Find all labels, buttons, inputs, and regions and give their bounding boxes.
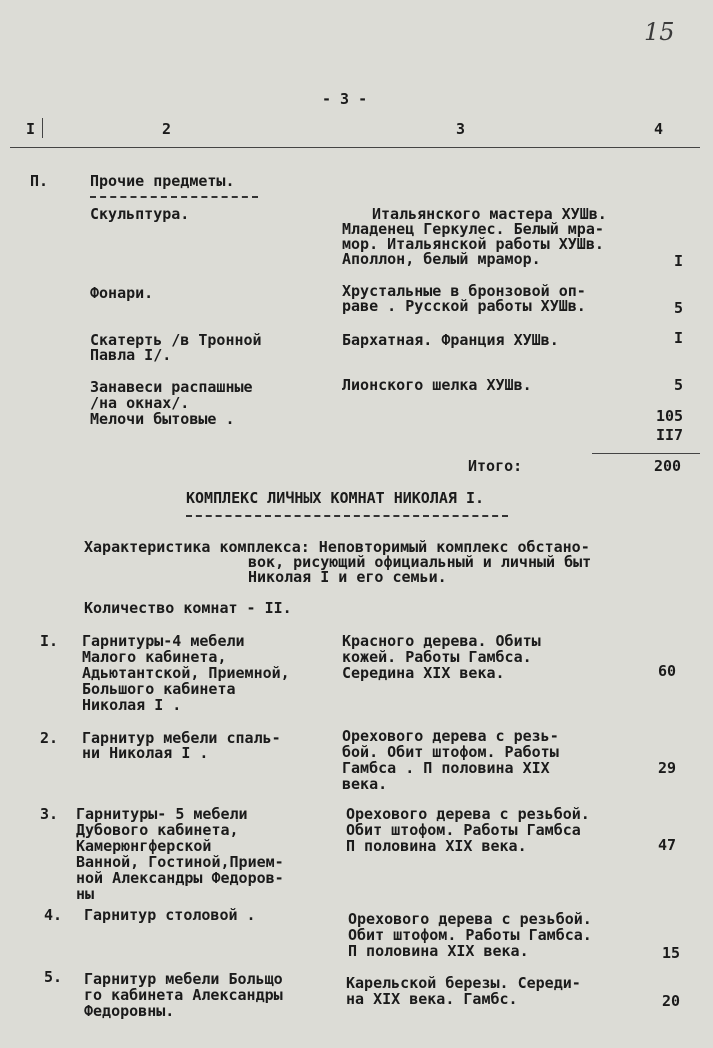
item-name: Большого кабинета	[82, 680, 236, 698]
item-name: Николая I .	[82, 696, 182, 714]
item-name: Ванной, Гостиной,Прием-	[76, 853, 284, 871]
handwritten-page-number: 15	[644, 18, 675, 46]
item-qty: I	[674, 252, 684, 270]
column-header-4: 4	[654, 120, 664, 138]
column-header-3: 3	[456, 120, 466, 138]
item-name: го кабинета Александры	[84, 986, 283, 1004]
item-name: Дубового кабинета,	[76, 821, 239, 839]
header-rule	[10, 147, 700, 148]
characteristic-line: вок, рисующий официальный и личный быт	[248, 553, 592, 571]
column-header-1: I	[26, 120, 36, 138]
item-name: Федоровны.	[84, 1002, 175, 1020]
complex-title-underline	[186, 515, 508, 517]
item-desc: Хрустальные в бронзовой оп-	[342, 282, 586, 300]
item-number: 3.	[40, 805, 59, 823]
item-desc: П половина XIX века.	[348, 942, 529, 960]
column-header-2: 2	[162, 120, 172, 138]
item-name: Мелочи бытовые .	[90, 410, 235, 428]
complex-title: КОМПЛЕКС ЛИЧНЫХ КОМНАТ НИКОЛАЯ I.	[186, 489, 485, 507]
item-desc: раве . Русской работы ХУШв.	[342, 297, 586, 315]
item-name: Гарнитуры-4 мебели	[82, 632, 245, 650]
item-desc: бой. Обит штофом. Работы	[342, 743, 559, 761]
item-desc: Карельской березы. Середи-	[346, 974, 581, 992]
item-desc: Бархатная. Франция ХУШв.	[342, 331, 559, 349]
item-name: /на окнах/.	[90, 394, 190, 412]
item-name: Камерюнгферской	[76, 837, 212, 855]
item-name: Скатерть /в Тронной	[90, 331, 262, 349]
item-number: 2.	[40, 729, 59, 747]
characteristic-line: Николая I и его семьи.	[248, 568, 447, 586]
item-name: Малого кабинета,	[82, 648, 227, 666]
item-number: I.	[40, 632, 59, 650]
item-desc: Обит штофом. Работы Гамбса	[346, 821, 581, 839]
item-desc: века.	[342, 775, 388, 793]
item-desc: на XIX века. Гамбс.	[346, 990, 518, 1008]
item-name: Павла I/.	[90, 346, 172, 364]
item-name: Адьютантской, Приемной,	[82, 664, 290, 682]
item-qty: 47	[658, 836, 677, 854]
item-desc: Аполлон, белый мрамор.	[342, 250, 541, 268]
total-value: 200	[654, 457, 682, 475]
item-name: Гарнитур мебели спаль-	[82, 729, 281, 747]
item-name: ной Александры Федоров-	[76, 869, 284, 887]
page-marker: - 3 -	[322, 90, 368, 108]
section-title: Прочие предметы.	[90, 172, 235, 190]
item-desc: мор. Итальянской работы ХУШв.	[342, 235, 604, 253]
item-qty: 60	[658, 662, 677, 680]
item-name: Гарнитур столовой .	[84, 906, 256, 924]
item-name: ни Николая I .	[82, 744, 209, 762]
item-desc: Красного дерева. Обиты	[342, 632, 541, 650]
characteristic-line: Характеристика комплекса: Неповторимый комплекс обстано-	[84, 538, 590, 556]
item-desc: Орехового дерева с резьбой.	[346, 805, 590, 823]
item-desc: Орехового дерева с резь-	[342, 727, 559, 745]
item-name: Занавеси распашные	[90, 378, 253, 396]
section-title-underline	[90, 196, 258, 198]
item-desc: Итальянского мастера ХУШв.	[372, 205, 607, 223]
item-qty: 105	[656, 407, 684, 425]
item-name: Гарнитур мебели Больщо	[84, 970, 283, 988]
column-divider	[42, 118, 43, 138]
item-qty: 29	[658, 759, 677, 777]
total-rule	[592, 453, 700, 454]
item-desc: Середина XIX века.	[342, 664, 505, 682]
room-count: Количество комнат - II.	[84, 599, 292, 617]
item-qty: 15	[662, 944, 681, 962]
item-name: Гарнитуры- 5 мебели	[76, 805, 248, 823]
section-number: П.	[30, 172, 49, 190]
subtotal-value: II7	[656, 426, 684, 444]
item-desc: Орехового дерева с резьбой.	[348, 910, 592, 928]
item-desc: Обит штофом. Работы Гамбса.	[348, 926, 592, 944]
item-desc: П половина XIX века.	[346, 837, 527, 855]
item-name: Скульптура.	[90, 205, 190, 223]
item-qty: 20	[662, 992, 681, 1010]
item-number: 5.	[44, 968, 63, 986]
item-desc: кожей. Работы Гамбса.	[342, 648, 532, 666]
item-number: 4.	[44, 906, 63, 924]
item-qty: 5	[674, 376, 684, 394]
item-name: Фонари.	[90, 284, 154, 302]
item-qty: 5	[674, 299, 684, 317]
item-name: ны	[76, 885, 95, 903]
total-label: Итого:	[468, 457, 523, 475]
item-desc: Лионского шелка ХУШв.	[342, 376, 532, 394]
item-qty: I	[674, 329, 684, 347]
item-desc: Гамбса . П половина XIX	[342, 759, 550, 777]
item-desc: Младенец Геркулес. Белый мра-	[342, 220, 604, 238]
